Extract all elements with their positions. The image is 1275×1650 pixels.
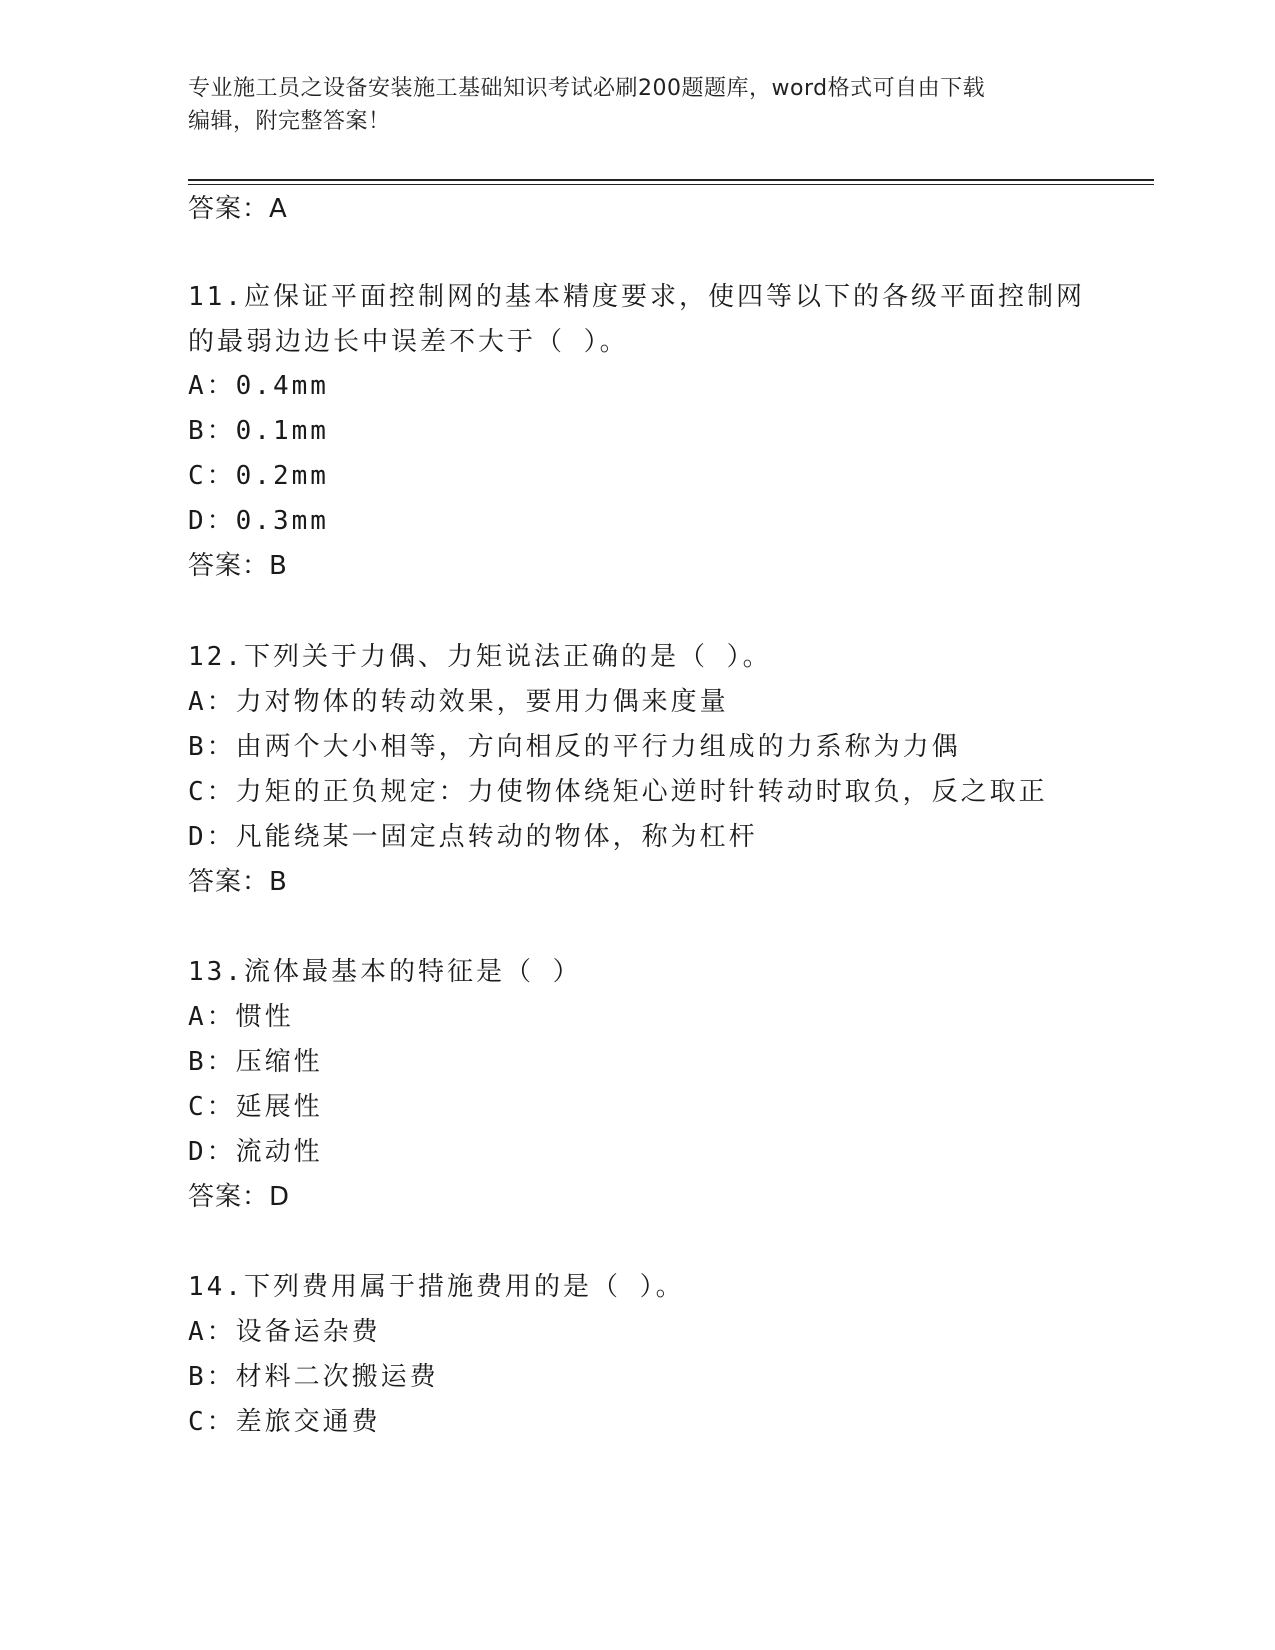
question-14-option-c: C：差旅交通费 — [188, 1407, 381, 1437]
question-11-line-1: 11.应保证平面控制网的基本精度要求，使四等以下的各级平面控制网 — [188, 282, 1085, 312]
header-line-2: 编辑，附完整答案！ — [188, 109, 391, 134]
answer-11: 答案：B — [188, 551, 288, 581]
question-14-option-b: B：材料二次搬运费 — [188, 1362, 439, 1392]
question-13-option-a: A：惯性 — [188, 1002, 294, 1032]
question-11-line-2: 的最弱边边长中误差不大于（ ）。 — [188, 327, 629, 357]
question-14-option-a: A：设备运杂费 — [188, 1317, 381, 1347]
question-12-option-d: D：凡能绕某一固定点转动的物体，称为杠杆 — [188, 822, 758, 852]
question-13-option-d: D：流动性 — [188, 1137, 323, 1167]
question-11-option-a: A：0.4mm — [188, 371, 329, 401]
header-rule-thin — [188, 184, 1154, 185]
question-13-option-c: C：延展性 — [188, 1092, 323, 1122]
answer-10: 答案：A — [188, 194, 288, 224]
header-rule-thick — [188, 179, 1154, 181]
question-13: 13.流体最基本的特征是（ ） — [188, 957, 582, 987]
question-12-option-a: A：力对物体的转动效果，要用力偶来度量 — [188, 687, 729, 717]
header-line-1: 专业施工员之设备安装施工基础知识考试必刷200题题库，word格式可自由下载 — [188, 76, 986, 101]
answer-12: 答案：B — [188, 867, 288, 897]
question-11-option-d: D：0.3mm — [188, 506, 329, 536]
answer-13: 答案：D — [188, 1182, 291, 1212]
question-11-option-b: B：0.1mm — [188, 416, 329, 446]
question-12: 12.下列关于力偶、力矩说法正确的是（ ）。 — [188, 642, 772, 672]
document-header — [188, 72, 1068, 138]
question-11-option-c: C：0.2mm — [188, 461, 329, 491]
question-13-option-b: B：压缩性 — [188, 1047, 323, 1077]
question-12-option-c: C：力矩的正负规定：力使物体绕矩心逆时针转动时取负，反之取正 — [188, 777, 1048, 807]
question-14: 14.下列费用属于措施费用的是（ ）。 — [188, 1272, 685, 1302]
question-12-option-b: B：由两个大小相等，方向相反的平行力组成的力系称为力偶 — [188, 732, 961, 762]
